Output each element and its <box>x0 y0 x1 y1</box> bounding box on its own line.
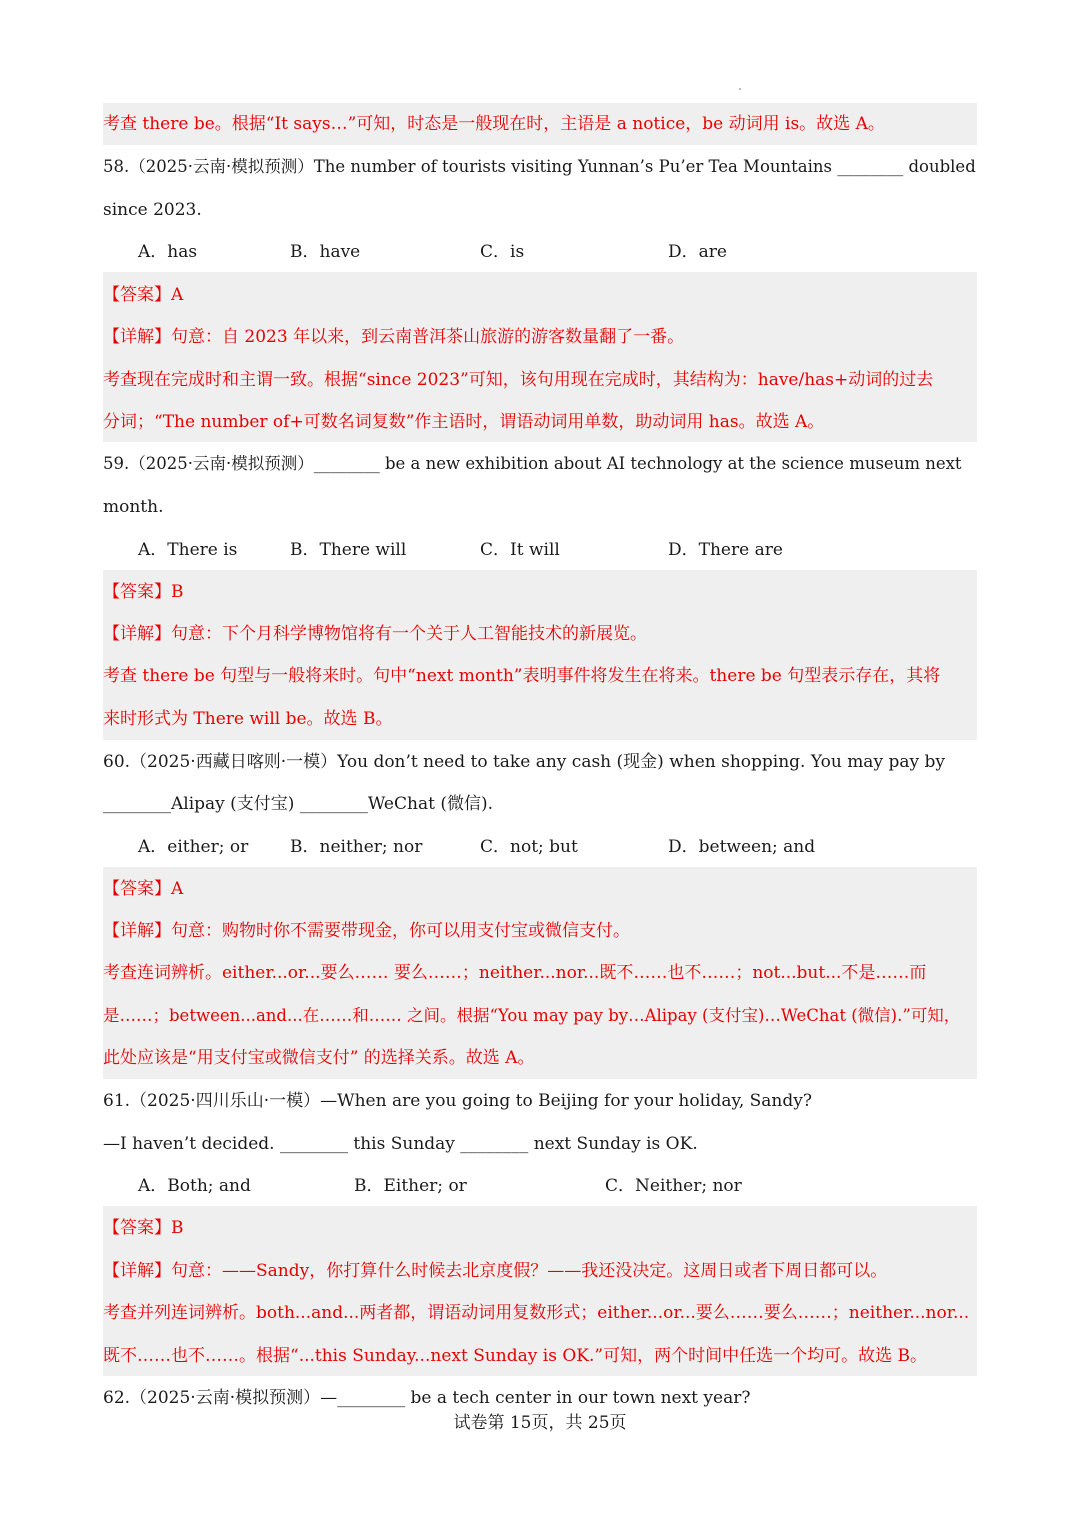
answer-label: 【答案】A <box>103 879 184 899</box>
explanation-text: 考查 there be 句型与一般将来时。句中“next month”表明事件将发生在将来。there be 句型表示存在，其将 <box>103 666 941 686</box>
explanation-text: 是……；between...and...在……和…… 之间。根据“You may pay by…Alipay (支付宝)…WeChat (微信).”可知， <box>103 1006 961 1025</box>
question-59-stem-cont: month. <box>103 497 164 517</box>
option-c: C．Neither; nor <box>605 1176 742 1196</box>
question-61-stem: 61.（2025·四川乐山·一模）—When are you going to Beijing for your holiday, Sandy? <box>103 1091 812 1111</box>
detail-text: 【详解】句意：自 2023 年以来，到云南普洱茶山旅游的游客数量翻了一番。 <box>103 327 685 347</box>
detail-text: 【详解】句意：购物时你不需要带现金，你可以用支付宝或微信支付。 <box>103 921 630 941</box>
explanation-text: 此处应该是“用支付宝或微信支付” 的选择关系。故选 A。 <box>103 1048 535 1068</box>
option-d: D．are <box>668 242 727 262</box>
question-62-stem: 62.（2025·云南·模拟预测）—________ be a tech center in our town next year? <box>103 1388 751 1408</box>
option-d: D．There are <box>668 540 783 560</box>
option-c: C．It will <box>480 540 560 560</box>
question-60-stem: 60.（2025·西藏日喀则·一模）You don’t need to take any cash (现金) when shopping. You may pay by <box>103 752 945 772</box>
answer-label: 【答案】B <box>103 582 184 602</box>
option-b: B．Either; or <box>354 1176 467 1196</box>
explanation-text: 考查并列连词辨析。both...and...两者都，谓语动词用复数形式；either...or...要么……要么……；neither...nor... <box>103 1303 970 1323</box>
option-a: A．either; or <box>138 837 249 857</box>
page-footer: 试卷第 15页，共 25页 <box>453 1413 627 1433</box>
option-a: A．There is <box>138 540 238 560</box>
explanation-text: 考查现在完成时和主谓一致。根据“since 2023”可知，该句用现在完成时，其结构为：have/has+动词的过去 <box>103 370 934 390</box>
question-58-stem: 58.（2025·云南·模拟预测）The number of tourists visiting Yunnan’s Pu’er Tea Mountains ________ doubled <box>103 157 976 176</box>
explanation-text: 既不……也不……。根据“...this Sunday...next Sunday is OK.”可知，两个时间中任选一个均可。故选 B。 <box>103 1346 927 1366</box>
answer-label: 【答案】B <box>103 1218 184 1238</box>
detail-text: 【详解】句意：下个月科学博物馆将有一个关于人工智能技术的新展览。 <box>103 624 647 644</box>
option-b: B．have <box>290 242 361 262</box>
answer-label: 【答案】A <box>103 285 184 305</box>
question-60-stem-cont: ________Alipay (支付宝) ________WeChat (微信). <box>103 794 493 814</box>
option-a: A．has <box>138 242 198 262</box>
analysis-text: 考查 there be。根据“It says…”可知，时态是一般现在时，主语是 a notice，be 动词用 is。故选 A。 <box>103 114 885 134</box>
question-58-stem-cont: since 2023. <box>103 200 202 220</box>
option-b: B．There will <box>290 540 407 560</box>
explanation-text: 分词；“The number of+可数名词复数”作主语时，谓语动词用单数，助动词用 has。故选 A。 <box>103 412 825 432</box>
option-c: C．is <box>480 242 525 262</box>
question-59-stem: 59.（2025·云南·模拟预测）________ be a new exhibition about AI technology at the science museum next <box>103 454 962 473</box>
option-d: D．between; and <box>668 837 816 857</box>
option-c: C．not; but <box>480 837 578 857</box>
explanation-text: 考查连词辨析。either...or...要么…… 要么……；neither...nor...既不……也不……；not...but...不是……而 <box>103 963 927 983</box>
option-b: B．neither; nor <box>290 837 423 857</box>
detail-text: 【详解】句意：——Sandy，你打算什么时候去北京度假？——我还没决定。这周日或者下周日都可以。 <box>103 1261 888 1281</box>
question-61-stem-cont: —I haven’t decided. ________ this Sunday ________ next Sunday is OK. <box>103 1134 698 1154</box>
scan-speck <box>739 88 741 90</box>
option-a: A．Both; and <box>138 1176 251 1196</box>
explanation-text: 来时形式为 There will be。故选 B。 <box>103 709 393 729</box>
